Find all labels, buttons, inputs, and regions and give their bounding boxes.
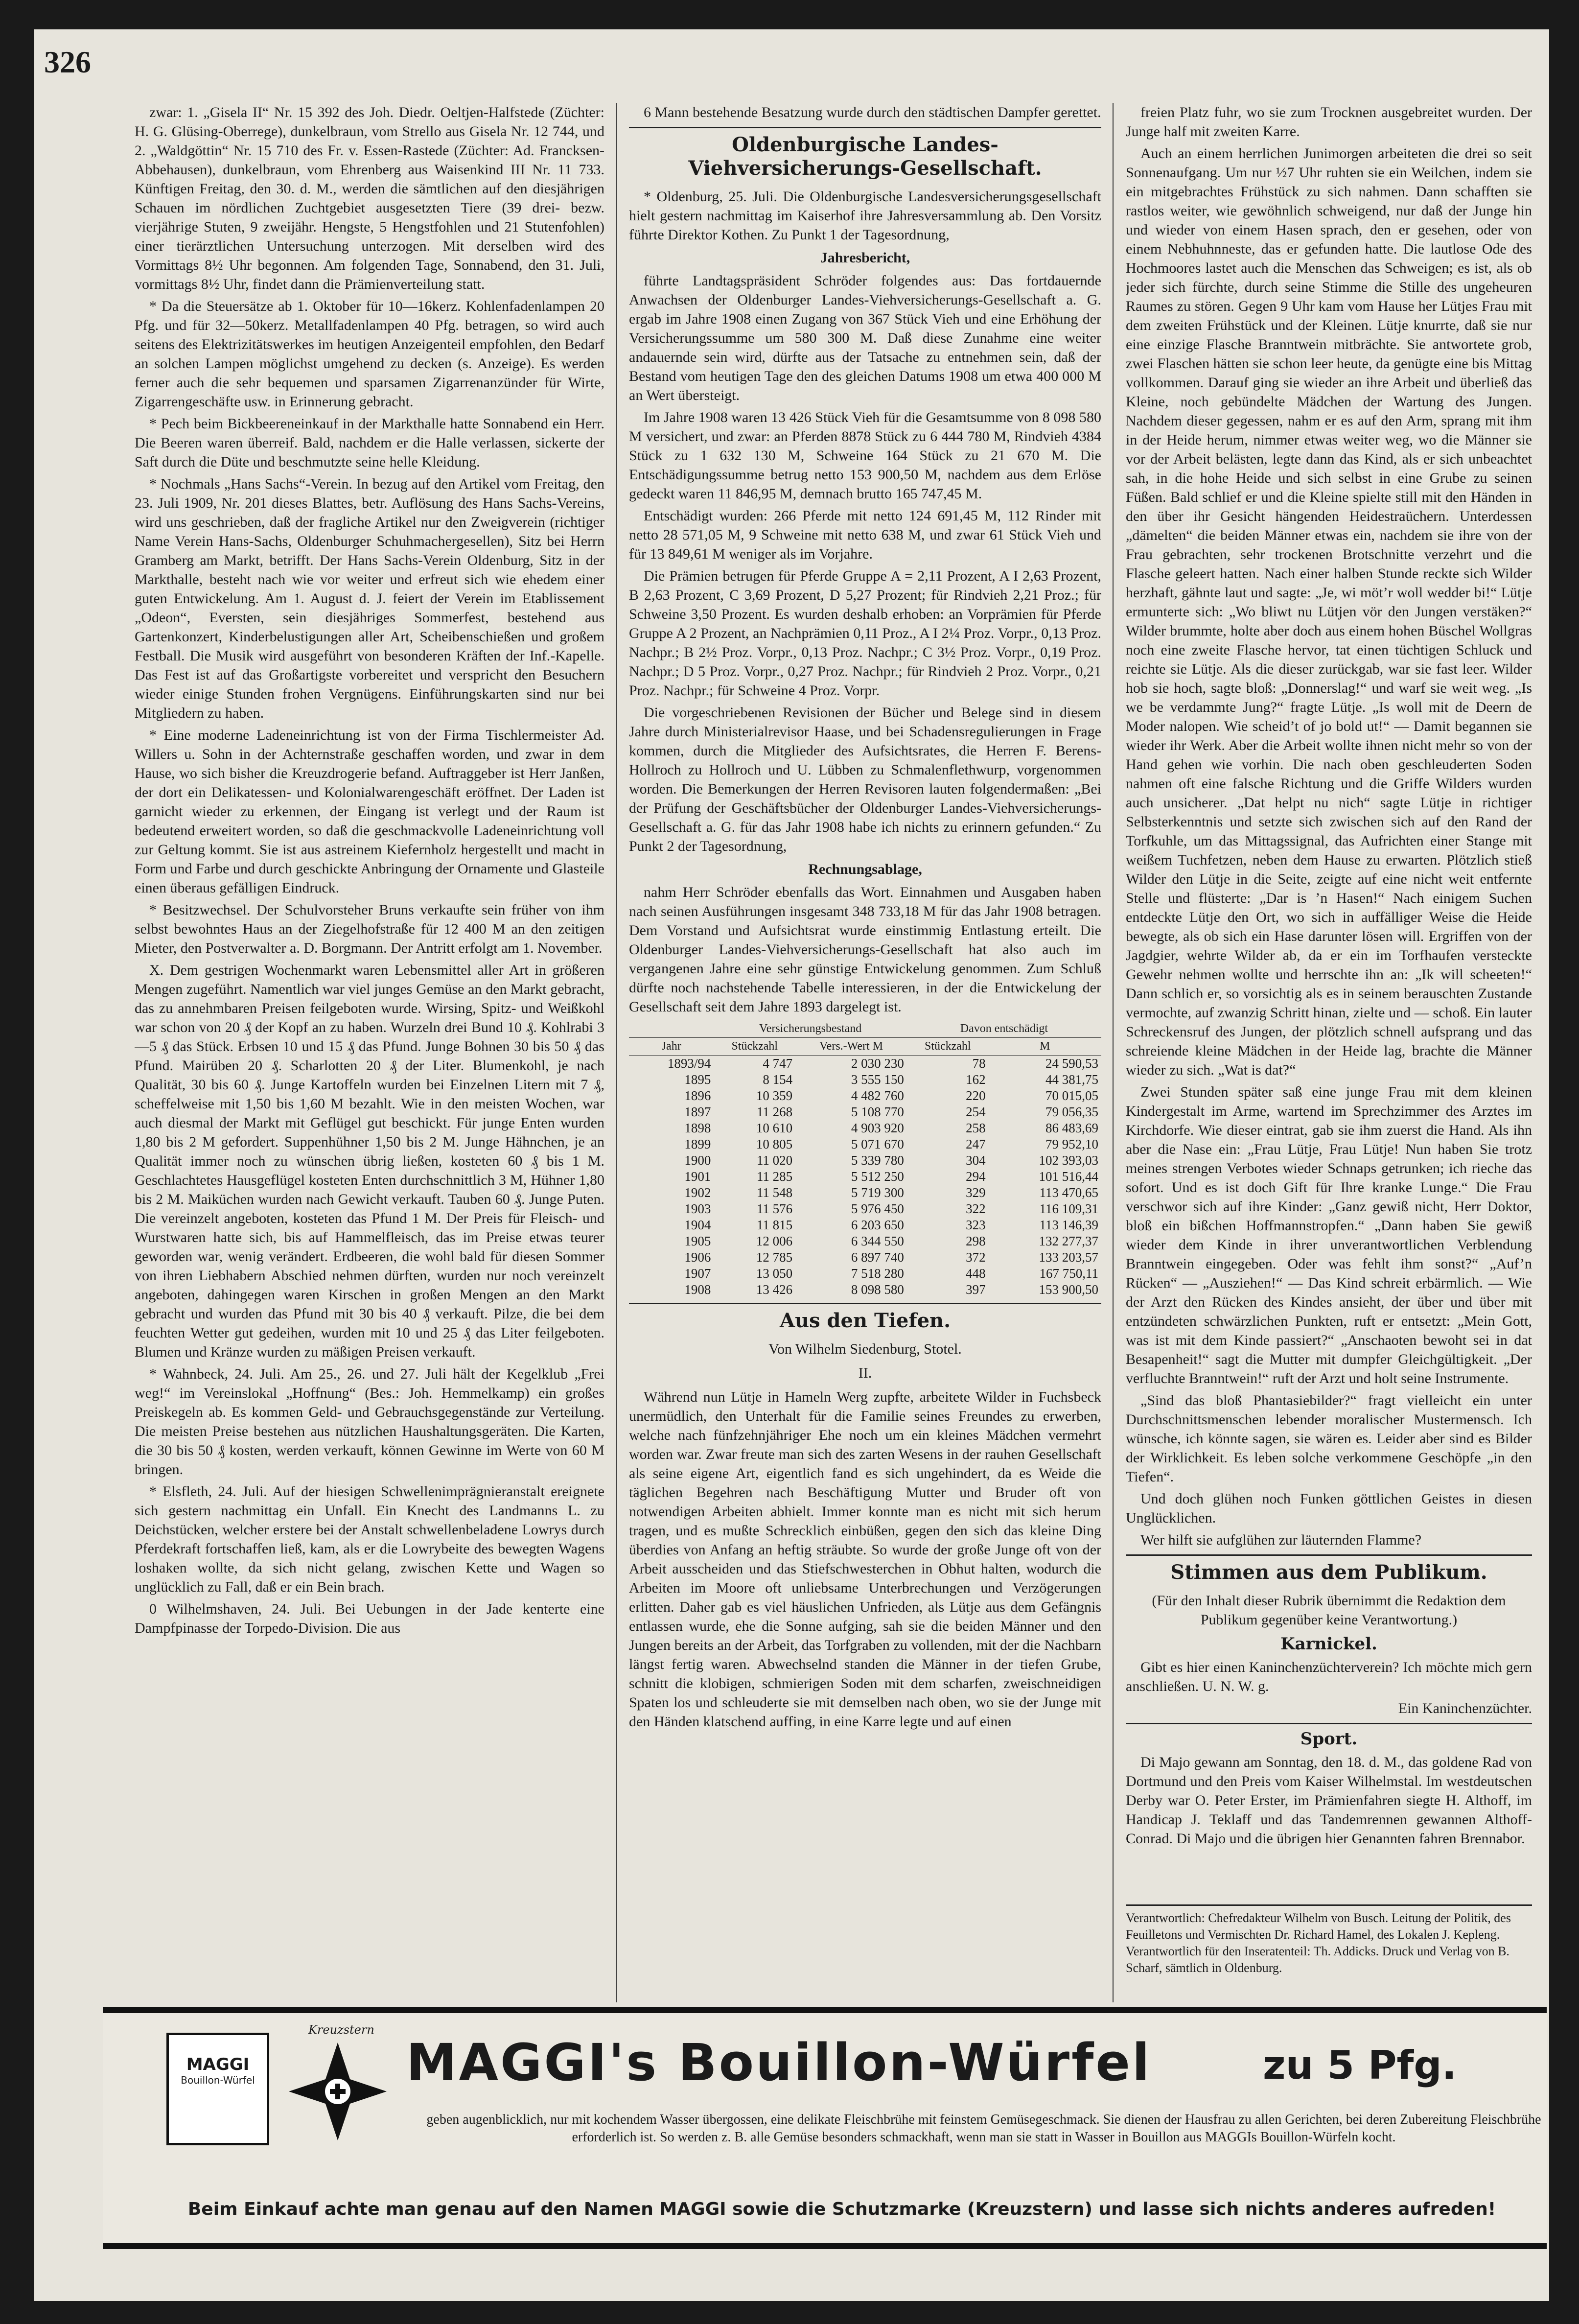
table-cell: 78 xyxy=(972,1056,986,1071)
column-3 xyxy=(1126,103,1532,1895)
section-title: Stimmen aus dem Publikum. xyxy=(1170,1561,1487,1584)
table-cell: 11 285 xyxy=(756,1169,793,1184)
table-body xyxy=(629,1056,1101,1298)
table-row xyxy=(629,1217,1101,1233)
table-cell: 11 548 xyxy=(756,1185,793,1200)
maggi-package-icon xyxy=(166,2033,269,2145)
column-divider xyxy=(1113,103,1114,2002)
article-paragraph: Im Jahre 1908 waren 13 426 Stück Vieh für die Gesamtsumme von 8 098 580 M versichert, und zwar: an Pferden 8878 Stück zu 6 444 780 M, Rindvieh 4384 Stück zu 1 632 130 M, Schweine 164 Stück zu 21 670 M. Die Entschädigungssumme betrug netto 153 900,50 M, nachdem aus dem Erlöse gedeckt waren 11 846,95 M, demnach brutto 165 747,45 M. xyxy=(629,409,1101,502)
story-paragraph: Zwei Stunden später saß eine junge Frau mit dem kleinen Kindergestalt im Arme, wartend im Sprechzimmer des Arztes im Kirchdorfe. Wie dieser eintrat, gab sie ihm zuerst die Hand. Als ihn aber die Nase ein: „Frau Lütje, Frau Lütje! Nun haben Sie trotz meines strengen Verbotes wieder Schnaps getrunken; ich rieche das sofort. Und es ist doch Gift für Ihre kranke Lunge.“ Die Frau verschwor sich auf ihre Kinder: „Ganz gewiß nicht, Herr Doktor, bloß ein bißchen Hoffmannstropfen.“ „Dann haben Sie gewiß wieder dem Kinde in ihrer unverantwortlichen Verblendung Branntwein eingegeben. Oder was fehlt ihm sonst?“ „Auf’n Rücken“ — „Ausziehen!“ — Das Kind schreit erbärmlich. — Wie der Arzt den Rücken des Kindes ansieht, der über und über mit entzündeten schwärzlichen Punkten, ruft er entsetzt: „Mein Gott, was ist mit dem Kinde passiert?“ „Anschaoten bewoht sei in dat Besapenheit!“ sagt die Mutter mit dumpfer Gleichgültigkeit. „Der verfluchte Branntwein!“ ruft der Arzt und holt seine Instrumente. xyxy=(1126,1084,1532,1386)
table-cell: 397 xyxy=(966,1282,986,1297)
table-row xyxy=(629,1136,1101,1152)
table-cell: 102 393,03 xyxy=(1039,1153,1098,1168)
article-paragraph: * Pech beim Bickbeereneinkauf in der Markthalle hatte Sonnabend ein Herr. Die Beeren waren überreif. Bald, nachdem er die Halle verlassen, sickerte der Saft durch die Düte und beschmutzte seine helle Kleidung. xyxy=(135,416,604,470)
statistics-table xyxy=(629,1020,1101,1298)
table-header xyxy=(629,1020,714,1038)
table-cell: 6 897 740 xyxy=(851,1250,904,1265)
article-paragraph: Entschädigt wurden: 266 Pferde mit netto 124 691,45 M, 112 Rinder mit netto 28 571,05 M, 9 Schweine mit netto 638 M, und zwar 61 Stück Vieh und für 13 849,61 M weniger als im Vorjahre. xyxy=(629,508,1101,562)
table-row xyxy=(629,1266,1101,1282)
story-paragraph: Wer hilft sie aufglühen zur läuternden Flamme? xyxy=(1140,1532,1422,1548)
table-cell: 86 483,69 xyxy=(1045,1121,1098,1135)
table-cell: 24 590,53 xyxy=(1045,1056,1098,1071)
column-2 xyxy=(629,103,1101,2002)
table-cell: 1902 xyxy=(684,1185,711,1200)
table-cell: 298 xyxy=(966,1234,986,1248)
table-cell: 133 203,57 xyxy=(1039,1250,1098,1265)
table-cell: 79 056,35 xyxy=(1045,1104,1098,1119)
story-paragraph: Und doch glühen noch Funken göttlichen Geistes in diesen Unglücklichen. xyxy=(1126,1491,1532,1526)
table-cell: 1906 xyxy=(684,1250,711,1265)
story-paragraph: „Sind das bloß Phantasiebilder?“ fragt vielleicht ein unter Durchschnittsmenschen lebender moralischer Mustermensch. Ich wünsche, ich könnte sagen, sie wären es. Leider aber sind es Bilder der Wirklichkeit. Es leben solche verkommene Geschöpfe „in den Tiefen“. xyxy=(1126,1392,1532,1485)
table-row xyxy=(629,1056,1101,1072)
table-cell: 44 381,75 xyxy=(1045,1072,1098,1087)
table-cell: 153 900,50 xyxy=(1039,1282,1098,1297)
table-cell: 294 xyxy=(966,1169,986,1184)
table-cell: 1895 xyxy=(684,1072,711,1087)
maggi-advertisement xyxy=(103,2007,1547,2249)
story-paragraph: Während nun Lütje in Hameln Werg zupfte, arbeitete Wilder in Fuchsbeck unermüdlich, den Unterhalt für die Familie seines Freundes zu erwerben, welche nach fünfzehnjähriger Ehe noch um ein kleines Mädchen vermehrt worden war. Zwar freute man sich des zarten Wesens in der rauhen Gesellschaft als seine eigene Art, eigentlich fand es sich ungehindert, da es Weide die täglichen Begehren nach Beschäftigung Mutter und Bruder oft von notwendigen Arbeiten abhielt. Immer konnte man es nicht mit sich herum tragen, und es mußte Schrecklich einbüßen, gegen den sich das kleine Ding überdies von Anfang an heftig sträubte. So wurde der große Junge oft von der Arbeit ausscheiden und das Stiefschwesterchen in Obhut halten, wodurch die Arbeiten im Moore oft unliebsame Unterbrechungen und Verzögerungen erlitten. Daher gab es viel häuslichen Unfrieden, als Lütje aus dem Gefängnis entlassen wurde, ehe die Sonne aufging, sah sie die beiden Männer und den Jungen bereits an der Arbeit, das Torfgraben zu vollenden, mit der die Nachbarn längst fertig waren. Abwechselnd standen die Männer in der tiefen Grube, schnitt die klobigen, schmierigen Soden mit dem scharfen, zweischneidigen Spaten los und schleuderte sie mit demselben nach oben, wo sie der Junge mit den Händen klatschend auffing, in eine Karre legte und auf einen xyxy=(629,1389,1101,1730)
table-header: M xyxy=(989,1038,1101,1056)
package-label: MAGGI xyxy=(186,2055,250,2074)
table-cell: 11 815 xyxy=(756,1218,793,1232)
table-cell: 247 xyxy=(966,1137,986,1151)
table-row xyxy=(629,1249,1101,1266)
article-paragraph: * Besitzwechsel. Der Schulvorsteher Bruns verkaufte sein früher von ihm selbst bewohntes Haus an der Ziegelhofstraße für 12 400 M an den zeitigen Mieter, den Postverwalter a. D. Borgmann. Der Antritt erfolgt am 1. November. xyxy=(135,902,604,956)
table-row xyxy=(629,1169,1101,1185)
table-cell: 70 015,05 xyxy=(1045,1088,1098,1103)
table-cell: 132 277,37 xyxy=(1039,1234,1098,1248)
table-row xyxy=(629,1201,1101,1217)
table-cell: 6 344 550 xyxy=(851,1234,904,1248)
table-cell: 162 xyxy=(966,1072,986,1087)
table-cell: 4 903 920 xyxy=(851,1121,904,1135)
ad-headline: MAGGI's Bouillon-Würfel xyxy=(406,2033,1152,2092)
table-cell: 8 098 580 xyxy=(851,1282,904,1297)
article-paragraph: Di Majo gewann am Sonntag, den 18. d. M., das goldene Rad von Dortmund und den Preis vom Kaiser Wilhelmstal. Im westdeutschen Derby war O. Peter Erster, im Prämienfahren siegte H. Althoff, im Handicap J. Teklaff und das Tandemrennen gewannen Althoff-Conrad. Di Majo und die übrigen hier Genannten fahren Brennabor. xyxy=(1126,1754,1532,1847)
article-paragraph: nahm Herr Schröder ebenfalls das Wort. Einnahmen und Ausgaben haben nach seinen Ausführungen insgesamt 348 733,18 M für das Jahr 1908 betragen. Dem Vorstand und Aufsichtsrat wurde einstimmig Entlastung erteilt. Die Oldenburger Landes-Viehversicherungs-Gesellschaft hat also auch im vergangenen Jahre eine sehr günstige Entwickelung genommen. Zum Schluß dürfte noch nachstehende Tabelle interessieren, in der die Entwickelung der Gesellschaft seit dem Jahre 1893 dargelegt ist. xyxy=(629,884,1101,1015)
story-paragraph: Auch an einem herrlichen Junimorgen arbeiteten die drei so seit Sonnenaufgang. Um nur ½7 Uhr ruhten sie ein Weilchen, indem sie ein mitgebrachtes Frühstück zu sich nahmen. Dann schafften sie rastlos weiter, wie gewöhnlich schweigend, nur daß der Junge hin und wieder von einem Hasen sprach, den er gesehen, oder von einem Nebhuhnneste, das er gefunden hatte. Die lautlose Ode des Hochmoores lastet auch die Menschen das Schweigen; es ist, als ob jeder sich fürchte, durch seine Stimme die Stille des ungeheuren Raumes zu stören. Gegen 9 Uhr kam vom Hause her Lütjes Frau mit dem zweiten Frühstück und der Kleinen. Lütje knurrte, daß sie nur eine einzige Flasche Branntwein mitbrächte. Sie antwortete grob, zwei Flaschen hätten sie schon leer heute, da genügte eine bis Mittag vollkommen. Darauf ging sie wieder an ihre Arbeit und überließ das Kleine, noch gebündelte Mädchen der Wartung des Jungen. Nachdem dieser gegessen, nahm er es auf den Arm, sprang mit ihm in der Heide herum, nimmer etwas weiter weg, wo die Männer sie vor der Arbeit belästen, legte dann das Kind, als er sich unbeachtet sah, in die hohe Heide und sich selbst in eine Grube zu seinen Füßen. Bald schlief er und die Kleine spielte still mit den Händen in den über ihr Gesicht hängenden Heidestraüchern. Unterdessen „dämelten“ die beiden Männer etwas ein, nachdem sie ihre von der Frau gebrachten, sehr trockenen Brotschnitte verzehrt und die Flasche geleert hatten. Nach einer halben Stunde reckte sich Wilder herzhaft, gähnte laut und sagte: „Je, wi möt’r woll wedder bi!“ Lütje ermunterte sich: „Wo bliwt nu Lütjen vör den Jungen verstäken?“ Wilder brummte, holte aber doch aus einem hohen Büschel Wollgras noch eine zweite Flasche hervor, tat einen tüchtigen Schluck und reichte sie Lütje. Als die dieser zurückgab, war sie fast leer. Wilder hob sie hoch, sagte bloß: „Donnerslag!“ und warf sie weit weg. „Is we be verdammte Jung?“ fragte Lütje. „Is woll mit de Deern de Moder nalopen. Wie scheid’t of jo bold ut!“ — Damit begannen sie wieder ihr Werk. Aber die Arbeit wollte ihnen nicht mehr so von der Hand gehen wie vorhin. Die nach oben geschleuderten Soden nahmen oft eine falsche Richtung und die Griffe Wilders wurden auch unsicherer. „Dat helpt nu nich“ sagte Lütje in richtiger Selbsterkenntnis und setzte sich zwischen sich auf den Rand der Torfkuhle, um das Mittagssignal, das Aufrichten einer Stange mit weißem Tuchfetzen, neben dem Hause zu erwarten. Plötzlich stieß Wilder den Lütje in die Seite, zeigte auf eine nicht weit entfernte Stelle und flüsterte: „Dar is ’n Hasen!“ Nach einigem Suchen entdeckte Lütje den Ort, wo sich in auffälliger Weise die Heide bewegte, als ob sich ein Hase darunter lösen will. Ergriffen von der Jagdgier, wehrte Wilder ab, da er ein im Torfhaufen versteckte Gewehr nehmen wollte und herrschte ihn an: „Ik will scheeten!“ Dann schlich er, so vorsichtig als es in seinem berauschten Zustande vermochte, auf zwanzig Schritt hinan, zielte und — schoß. Ein lauter Schreckensruf des Jungen, der plötzlich schnell aufsprang und das schreiende kleine Mädchen in der Heide lag, brachte die Männer wieder zu sich. „Wat is dat?“ xyxy=(1126,145,1532,1078)
table-cell: 1893/94 xyxy=(667,1056,711,1071)
table-row xyxy=(629,1088,1101,1104)
article-paragraph: * Oldenburg, 25. Juli. Die Oldenburgische Landesversicherungsgesellschaft hielt gestern nachmittag im Kaiserhof ihre Jahresversammlung ab. Den Vorsitz führte Direktor Kothen. Zu Punkt 1 der Tagesordnung, xyxy=(629,188,1101,243)
table-cell: 11 020 xyxy=(756,1153,793,1168)
section-title: Oldenburgische Landes-Viehversicherungs-Gesellschaft. xyxy=(688,133,1042,180)
table-cell: 12 006 xyxy=(756,1234,793,1248)
table-cell: 5 976 450 xyxy=(851,1201,904,1216)
table-cell: 79 952,10 xyxy=(1045,1137,1098,1151)
table-cell: 5 719 300 xyxy=(851,1185,904,1200)
table-row xyxy=(629,1104,1101,1120)
page-number: 326 xyxy=(44,45,91,79)
section-note: (Für den Inhalt dieser Rubrik übernimmt die Redaktion dem Publikum gegenüber keine Verantwortung.) xyxy=(1152,1593,1506,1628)
table-cell: 3 555 150 xyxy=(851,1072,904,1087)
table-cell: 1900 xyxy=(684,1153,711,1168)
table-cell: 10 805 xyxy=(756,1137,793,1151)
table-cell: 1898 xyxy=(684,1121,711,1135)
table-header: Vers.-Wert M xyxy=(795,1038,907,1056)
table-cell: 113 470,65 xyxy=(1039,1185,1098,1200)
ad-footer: Beim Einkauf achte man genau auf den Namen MAGGI sowie die Schutzmarke (Kreuzstern) und lasse sich nichts anderes aufreden! xyxy=(187,2199,1496,2219)
letter-text: Gibt es hier einen Kaninchenzüchterverein? Ich möchte mich gern anschließen. U. N. W. g. xyxy=(1126,1659,1532,1694)
imprint: Verantwortlich: Chefredakteur Wilhelm von Busch. Leitung der Politik, des Feuilletons und Vermischten Dr. Richard Hamel, des Lokalen J. Kepleng. Verantwortlich für den Inseratenteil: Th. Addicks. Druck und Verlag von B. Scharf, sämtlich in Oldenburg. xyxy=(1126,1904,1532,1976)
table-row xyxy=(629,1120,1101,1136)
section-rule xyxy=(629,1303,1101,1304)
table-cell: 5 071 670 xyxy=(851,1137,904,1151)
package-sublabel: Bouillon-Würfel xyxy=(181,2074,255,2086)
ad-body: geben augenblicklich, nur mit kochendem Wasser übergossen, eine delikate Fleischbrühe mit feinstem Gemüsegeschmack. Sie dienen der Hausfrau zu allen Gerichten, bei deren Zubereitung Fleischbrühe erforderlich ist. So werden z. B. alle Gemüse besonders schmackhaft, wenn man sie statt in Wasser in Bouillon aus MAGGIs Bouillon-Würfeln kocht. xyxy=(426,2112,1541,2145)
section-rule xyxy=(629,127,1101,128)
table-cell: 10 610 xyxy=(756,1121,793,1135)
section-title: Sport. xyxy=(1300,1729,1358,1749)
table-cell: 1904 xyxy=(684,1218,711,1232)
table-header: Stückzahl xyxy=(907,1038,989,1056)
table-cell: 329 xyxy=(966,1185,986,1200)
table-cell: 2 030 230 xyxy=(851,1056,904,1071)
table-row xyxy=(629,1233,1101,1249)
table-cell: 113 146,39 xyxy=(1039,1218,1098,1232)
story-paragraph: freien Platz fuhr, wo sie zum Trocknen ausgebreitet wurden. Der Junge half mit zweiten Karre. xyxy=(1126,104,1532,140)
letter-title: Karnickel. xyxy=(1280,1634,1377,1654)
section-subhead: Jahresbericht, xyxy=(820,250,910,266)
table-cell: 372 xyxy=(966,1250,986,1265)
story-title: Aus den Tiefen. xyxy=(779,1309,951,1332)
cross-star-icon xyxy=(289,2042,387,2140)
table-cell: 10 359 xyxy=(756,1088,793,1103)
table-cell: 1897 xyxy=(684,1104,711,1119)
table-cell: 5 512 250 xyxy=(851,1169,904,1184)
table-cell: 220 xyxy=(966,1088,986,1103)
table-cell: 1901 xyxy=(684,1169,711,1184)
table-row xyxy=(629,1282,1101,1298)
article-paragraph: führte Landtagspräsident Schröder folgendes aus: Das fortdauernde Anwachsen der Oldenburger Landes-Viehversicherungs-Gesellschaft a. G. ergab im Jahre 1908 einen Zugang von 367 Stück Vieh und eine Erhöhung der Versicherungssumme um 580 300 M. Daß diese Zunahme eine weiter andauernde sein wird, dürfte aus der Tatsache zu entnehmen sein, daß der Bestand vom heutigen Tage den des gleichen Datums 1908 um etwa 400 000 M an Wert übersteigt. xyxy=(629,273,1101,403)
table-cell: 11 268 xyxy=(756,1104,793,1119)
table-cell: 1903 xyxy=(684,1201,711,1216)
column-divider xyxy=(616,103,617,2002)
table-cell: 1905 xyxy=(684,1234,711,1248)
column-1 xyxy=(135,103,604,2002)
article-paragraph: * Da die Steuersätze ab 1. Oktober für 10—16kerz. Kohlenfadenlampen 20 Pfg. und für 32—50kerz. Metallfadenlampen 40 Pfg. betragen, so wird auch seitens des Elektrizitätswerkes im heutigen Anzeigenteil empfohlen, den Bedarf an solchen Lampen möglichst umgehend zu decken (s. Anzeige). Es werden ferner auch die sehr bequemen und sparsamen Zigarrenanzünder für Wirte, Zigarrengeschäfte usw. in Erinnerung gebracht. xyxy=(135,298,604,410)
table-cell: 101 516,44 xyxy=(1039,1169,1098,1184)
table-cell: 13 426 xyxy=(756,1282,793,1297)
table-cell: 4 747 xyxy=(763,1056,793,1071)
table-cell: 1899 xyxy=(684,1137,711,1151)
section-rule xyxy=(1126,1723,1532,1724)
section-rule xyxy=(1126,1554,1532,1556)
article-paragraph: * Eine moderne Ladeneinrichtung ist von der Firma Tischlermeister Ad. Willers u. Sohn in der Achternstraße geschaffen worden, und zwar in dem Hause, wo sich bisher die Kreuzdrogerie befand. Auftraggeber ist Herr Janßen, der dort ein Delikatessen- und Kolonialwarengeschäft eröffnet. Der Laden ist garnicht wieder zu erkennen, der Eingang ist verlegt und der Raum ist bedeutend erweitert worden, so daß die geschmackvolle Ladeneinrichtung voll zur Geltung kommt. Sie ist aus astreinem Kiefernholz hergestellt und macht in Form und Farbe und durch geschickte Anbringung der Ornamente und Glasteile einen überaus gefälligen Eindruck. xyxy=(135,727,604,896)
story-byline: Von Wilhelm Siedenburg, Stotel. xyxy=(768,1341,962,1357)
table-cell: 304 xyxy=(966,1153,986,1168)
ad-price: zu 5 Pfg. xyxy=(1263,2042,1457,2088)
table-cell: 13 050 xyxy=(756,1266,793,1281)
article-paragraph: * Nochmals „Hans Sachs“-Verein. In bezug auf den Artikel vom Freitag, den 23. Juli 1909, Nr. 201 dieses Blattes, betr. Auflösung des Hans Sachs-Vereins, wird uns geschrieben, daß der fragliche Artikel nur den Zweigverein (richtiger Name Verein Hans-Sachs, Oldenburger Schuhmachergesellen), Sitz bei Herrn Gramberg am Markt, betrifft. Der Hans Sachs-Verein Oldenburg, Sitz in der Markthalle, besteht nach wie vor weiter und erfreut sich wie ehedem einer guten Entwickelung. Am 1. August d. J. feiert der Verein im Etablissement „Odeon“, Eversten, sein diesjähriges Sommerfest, bestehend aus Gartenkonzert, Kinderbelustigungen aller Art, Scheibenschießen und großem Festball. Die Musik wird ausgeführt von besonderen Kräften der Inf.-Kapelle. Das Fest ist auf das Großartigste vorbereitet und verspricht den Besuchern wieder einige Stunden frohen Vergnügens. Einführungskarten sind nur bei Mitgliedern zu haben. xyxy=(135,476,604,721)
table-cell: 254 xyxy=(966,1104,986,1119)
table-cell: 323 xyxy=(966,1218,986,1232)
article-paragraph: * Wahnbeck, 24. Juli. Am 25., 26. und 27. Juli hält der Kegelklub „Frei weg!“ im Vereinslokal „Hoffnung“ (Bes.: Joh. Hemmelkamp) ein großes Preiskegeln ab. Es kommen Geld- und Gebrauchsgegenstände zur Verteilung. Die meisten Preise bestehen aus nützlichen Haushaltungsgeräten. Die Karten, die 30 bis 50 ₰ kosten, werden verkauft, können Gewinne im Werte von 60 M bringen. xyxy=(135,1366,604,1478)
letter-signature: Ein Kaninchenzüchter. xyxy=(1398,1700,1532,1716)
article-paragraph: 6 Mann bestehende Besatzung wurde durch den städtischen Dampfer gerettet. xyxy=(644,104,1101,120)
table-cell: 5 339 780 xyxy=(851,1153,904,1168)
table-cell: 7 518 280 xyxy=(851,1266,904,1281)
article-paragraph: X. Dem gestrigen Wochenmarkt waren Lebensmittel aller Art in größeren Mengen zugeführt. Namentlich war viel junges Gemüse an den Markt gebracht, das zu annehmbaren Preisen feilgeboten wurde. Wirsing, Spitz- und Weißkohl war schon von 20 ₰ der Kopf an zu haben. Wurzeln drei Bund 10 ₰. Kohlrabi 3—5 ₰ das Stück. Erbsen 10 und 15 ₰ das Pfund. Junge Bohnen 30 bis 50 ₰ das Pfund. Mairüben 20 ₰. Scharlotten 20 ₰ der Liter. Blumenkohl, je nach Qualität, 30 bis 60 ₰. Junge Kartoffeln wurden bei Einzelnen Litern mit 7 ₰, scheffelweise mit 1,50 bis 1,60 M bezahlt. Wie in den meisten Wochen, war auch diesmal der Markt mit Geflügel gut beschickt. Für junge Enten wurden 1,80 bis 2 M gefordert. Suppenhühner 1,50 bis 2 M. Junge Hähnchen, je an Qualität immer noch zu wünschen übrig ließen, kosteten 60 ₰ bis 1 M. Geschlachtetes Hausgeflügel kosteten Enten durchschnittlich 3 M, Hühner 1,80 bis 2 M. Maiküchen wurden nach Gewicht verkauft. Tauben 60 ₰. Junge Puten. Die vereinzelt angeboten, kosteten das Pfund 1 M. Der Preis für Fleisch- und Wurstwaren hatte sich, bis auf Hammelfleisch, das im Preise etwas teurer geworden war, wenig verändert. Erdbeeren, die wohl bald für diesen Sommer von ihren Liebhabern Abschied nehmen dürften, wurden nur noch vereinzelt angeboten, dahingegen waren Kirschen in großen Mengen an den Markt gebracht und wurden das Pfund mit 30 bis 40 ₰ verkauft. Pilze, die bei dem feuchten Wetter gut gedeihen, wurden mit 10 und 25 ₰ das Liter feilgeboten. Blumen und Kränze wurden zu mäßigen Preisen verkauft. xyxy=(135,962,604,1360)
table-cell: 11 576 xyxy=(756,1201,793,1216)
table-cell: 322 xyxy=(966,1201,986,1216)
kreuzstern-label: Kreuzstern xyxy=(308,2023,374,2037)
section-subhead: Rechnungsablage, xyxy=(808,861,922,877)
table-cell: 12 785 xyxy=(756,1250,793,1265)
table-header: Versicherungsbestand xyxy=(714,1020,907,1038)
table-cell: 1907 xyxy=(684,1266,711,1281)
article-paragraph: zwar: 1. „Gisela II“ Nr. 15 392 des Joh. Diedr. Oeltjen-Halfstede (Züchter: H. G. Glüsing-Oberrege), dunkelbraun, vom Strello aus Gisela Nr. 12 744, und 2. „Waldgöttin“ Nr. 15 710 des Fr. v. Essen-Rastede (Züchter: Ad. Francksen-Abbehausen), dunkelbraun, vom Ehrenberg aus Waisenkind III Nr. 11 733. Künftigen Freitag, den 30. d. M., werden die sämtlichen auf den diesjährigen Schauen im nördlichen Zuchtgebiet ausgesetzten Tiere (39 drei- bezw. vierjährige Stuten, 9 zweijähr. Hengste, 5 Hengstfohlen und 21 Stutenfohlen) einer tierärztlichen Untersuchung unterzogen. Mit derselben wird des Vormittags 8½ Uhr begonnen. Am folgenden Tage, Sonnabend, den 31. Juli, vormittags 8½ Uhr, findet dann die Prämienverteilung statt. xyxy=(135,104,604,292)
table-cell: 8 154 xyxy=(763,1072,793,1087)
table-cell: 1908 xyxy=(684,1282,711,1297)
table-header: Jahr xyxy=(629,1038,714,1056)
table-cell: 6 203 650 xyxy=(851,1218,904,1232)
table-row xyxy=(629,1072,1101,1088)
table-cell: 5 108 770 xyxy=(851,1104,904,1119)
table-header: Stückzahl xyxy=(714,1038,795,1056)
table-cell: 258 xyxy=(966,1121,986,1135)
article-paragraph: Die vorgeschriebenen Revisionen der Bücher und Belege sind in diesem Jahre durch Ministerialrevisor Haase, und bei Schadensregulierungen in Frage kommen, durch die Mitglieder des Aufsichtsrates, die Herren F. Berens-Hollroch zu Hollroch und U. Lübben zu Schmalenflethwurp, vorgenommen worden. Die Bemerkungen der Herren Revisoren lauten folgendermaßen: „Bei der Prüfung der Geschäftsbücher der Oldenburger Landes-Viehversicherungs-Gesellschaft a. G. für das Jahr 1908 habe ich nichts zu erinnern gefunden.“ Zu Punkt 2 der Tagesordnung, xyxy=(629,704,1101,854)
table-row xyxy=(629,1185,1101,1201)
table-cell: 448 xyxy=(966,1266,986,1281)
story-part: II. xyxy=(858,1365,872,1381)
newspaper-page xyxy=(34,29,1549,2301)
table-row xyxy=(629,1152,1101,1169)
table-cell: 167 750,11 xyxy=(1039,1266,1098,1281)
article-paragraph: Die Prämien betrugen für Pferde Gruppe A = 2,11 Prozent, A I 2,63 Prozent, B 2,63 Prozent, C 3,69 Prozent, D 5,27 Prozent; für Rindvieh 2,21 Proz.; für Schweine 3,50 Prozent. Es wurden deshalb erhoben: an Vorprämien für Pferde Gruppe A 2 Prozent, an Nachprämien 0,11 Proz., A I 2¼ Proz. Vorpr., 0,13 Proz. Nachpr.; B 2½ Proz. Vorpr., 0,13 Proz. Nachpr.; C 3½ Proz. Vorpr., 0,19 Proz. Nachpr.; D 5 Proz. Vorpr., 0,27 Proz. Nachpr.; für Rindvieh 2 Proz. Vorpr., 0,21 Proz. Nachpr.; für Schweine 4 Proz. Vorpr. xyxy=(629,568,1101,699)
article-paragraph: * Elsfleth, 24. Juli. Auf der hiesigen Schwellenimprägnieranstalt ereignete sich gestern nachmittag ein Unfall. Ein Knecht des Landmanns L. zu Deichstücken, welcher erstere bei der Anstalt schwellenbeladene Lowrys durch Pferdekraft fortschaffen ließ, kam, als er die Lowrybeite des bewegten Wagens loshaken wollte, da sich nicht gelang, zwischen Kette und Wagen so unglücklich zu Fall, daß er ein Bein brach. xyxy=(135,1483,604,1595)
table-cell: 1896 xyxy=(684,1088,711,1103)
table-header: Davon entschädigt xyxy=(907,1020,1101,1038)
table-cell: 116 109,31 xyxy=(1039,1201,1098,1216)
table-cell: 4 482 760 xyxy=(851,1088,904,1103)
article-paragraph: 0 Wilhelmshaven, 24. Juli. Bei Uebungen in der Jade kenterte eine Dampfpinasse der Torpedo-Division. Die aus xyxy=(135,1601,604,1636)
